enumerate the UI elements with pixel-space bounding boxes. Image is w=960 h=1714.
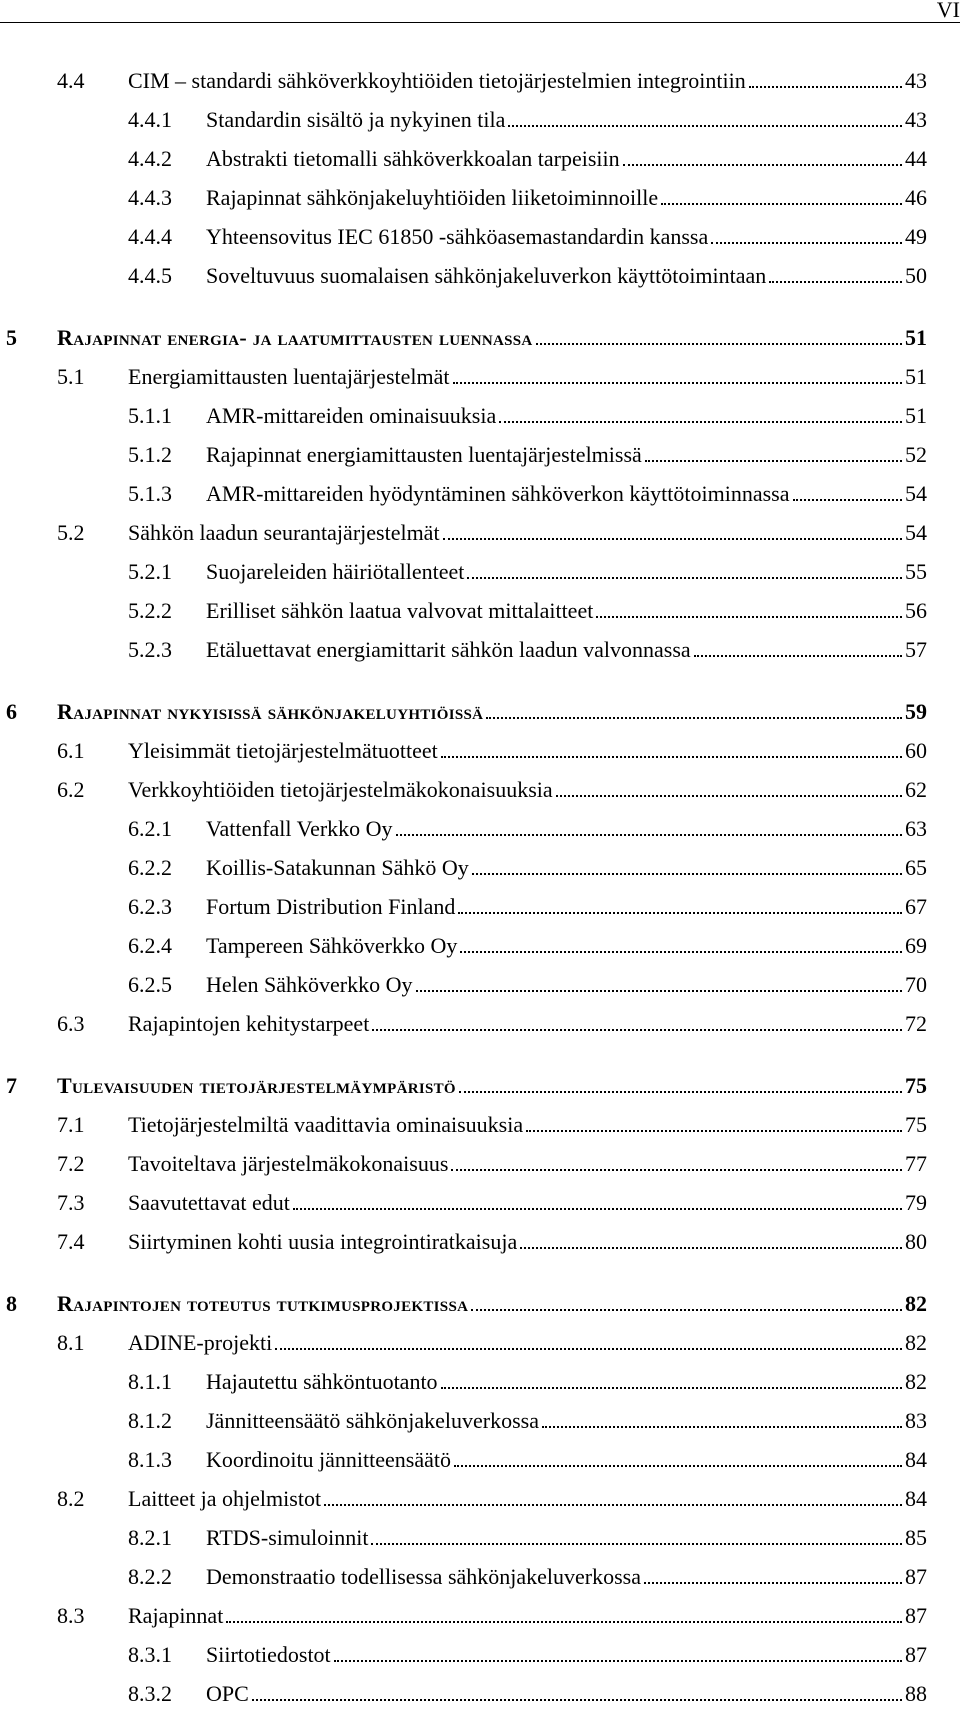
toc-entry-title: Tulevaisuuden tietojärjestelmäympäristö	[57, 1073, 456, 1098]
toc-entry[interactable]	[0, 1223, 927, 1262]
toc-leader-dots	[459, 1091, 902, 1093]
toc-entry-number: 4.4	[57, 68, 85, 93]
toc-entry-number: 5.2.2	[128, 598, 172, 623]
toc-entry-title: Tampereen Sähköverkko Oy	[206, 933, 458, 958]
toc-entry-page: 83	[905, 1408, 927, 1433]
toc-entry-number: 6.2.2	[128, 855, 172, 880]
toc-entry-number: 7	[6, 1073, 17, 1098]
toc-leader-dots	[536, 343, 902, 345]
toc-leader-dots	[252, 1699, 902, 1701]
toc-entry-page: 52	[905, 442, 927, 467]
toc-entry-title: Rajapinnat energiamittausten luentajärjestelmissä	[206, 442, 642, 467]
toc-entry[interactable]	[0, 1558, 927, 1597]
toc-entry-page: 67	[905, 894, 927, 919]
toc-entry-number: 5	[6, 325, 17, 350]
toc-entry-page: 62	[905, 777, 927, 802]
toc-entry-page: 87	[905, 1642, 927, 1667]
toc-entry-page: 51	[905, 364, 927, 389]
toc-entry[interactable]	[0, 849, 927, 888]
toc-entry-page: 50	[905, 263, 927, 288]
toc-entry-title: Erilliset sähkön laatua valvovat mittalaitteet	[206, 598, 594, 623]
toc-entry[interactable]	[0, 732, 927, 771]
toc-leader-dots	[486, 717, 902, 719]
toc-entry-title: Soveltuvuus suomalaisen sähkönjakeluverkon käyttötoimintaan	[206, 263, 767, 288]
toc-leader-dots	[645, 460, 902, 462]
toc-entry-page: 43	[905, 107, 927, 132]
toc-entry[interactable]	[0, 514, 927, 553]
toc-entry-page: 44	[905, 146, 927, 171]
toc-entry[interactable]	[0, 888, 927, 927]
toc-leader-dots	[441, 1387, 902, 1389]
toc-entry-number: 4.4.5	[128, 263, 172, 288]
header-rule	[0, 22, 960, 23]
toc-entry-number: 8.1.1	[128, 1369, 172, 1394]
toc-entry-title: Rajapintojen toteutus tutkimusprojektissa	[57, 1291, 469, 1316]
toc-entry[interactable]	[0, 1636, 927, 1675]
toc-entry-title: AMR-mittareiden hyödyntäminen sähköverkon käyttötoiminnassa	[206, 481, 790, 506]
page-number: VI	[936, 0, 960, 22]
toc-entry-title: Hajautettu sähköntuotanto	[206, 1369, 438, 1394]
toc-entry-page: 75	[905, 1112, 927, 1137]
toc-entry[interactable]	[0, 771, 927, 810]
toc-entry-number: 8.1.3	[128, 1447, 172, 1472]
toc-entry[interactable]	[0, 101, 927, 140]
toc-entry-page: 84	[905, 1486, 927, 1511]
toc-entry-number: 5.1.2	[128, 442, 172, 467]
toc-entry-title: Energiamittausten luentajärjestelmät	[128, 364, 450, 389]
toc-entry[interactable]	[0, 1184, 927, 1223]
toc-leader-dots	[441, 756, 902, 758]
toc-entry-page: 56	[905, 598, 927, 623]
toc-entry-number: 4.4.3	[128, 185, 172, 210]
toc-entry-number: 6	[6, 699, 17, 724]
toc-entry[interactable]	[0, 1480, 927, 1519]
toc-entry-title: Demonstraatio todellisessa sähkönjakeluverkossa	[206, 1564, 642, 1589]
toc-entry-number: 5.2.3	[128, 637, 172, 662]
toc-entry-title: Jännitteensäätö sähkönjakeluverkossa	[206, 1408, 539, 1433]
toc-leader-dots	[769, 281, 902, 283]
toc-entry[interactable]	[0, 257, 927, 296]
toc-entry-title: Saavutettavat edut	[128, 1190, 290, 1215]
toc-leader-dots	[443, 538, 902, 540]
toc-entry-page: 54	[905, 481, 927, 506]
toc-entry-page: 63	[905, 816, 927, 841]
toc-entry-title: ADINE-projekti	[128, 1330, 273, 1355]
toc-entry-number: 5.2.1	[128, 559, 172, 584]
toc-leader-dots	[396, 834, 902, 836]
table-of-contents	[0, 62, 927, 1714]
toc-entry-title: Yhteensovitus IEC 61850 -sähköasemastandardin kanssa	[206, 224, 709, 249]
toc-entry-number: 4.4.4	[128, 224, 172, 249]
toc-leader-dots	[226, 1621, 902, 1623]
toc-leader-dots	[451, 1169, 902, 1171]
toc-leader-dots	[453, 382, 902, 384]
toc-entry-title: Rajapinnat energia- ja laatumittausten luennassa	[57, 325, 533, 350]
toc-leader-dots	[694, 655, 902, 657]
toc-entry-title: Etäluettavat energiamittarit sähkön laadun valvonnassa	[206, 637, 691, 662]
toc-entry-title: OPC	[206, 1681, 249, 1706]
toc-entry-title: Rajapinnat sähkönjakeluyhtiöiden liiketoiminnoille	[206, 185, 659, 210]
toc-entry[interactable]	[0, 475, 927, 514]
toc-entry[interactable]	[0, 670, 927, 732]
toc-entry-number: 8.2	[57, 1486, 85, 1511]
toc-leader-dots	[623, 164, 902, 166]
toc-entry[interactable]	[0, 1145, 927, 1184]
toc-entry-page: 65	[905, 855, 927, 880]
toc-entry[interactable]	[0, 296, 927, 358]
toc-entry-page: 49	[905, 224, 927, 249]
toc-entry[interactable]	[0, 140, 927, 179]
toc-entry-title: AMR-mittareiden ominaisuuksia	[206, 403, 497, 428]
toc-entry-title: Tietojärjestelmiltä vaadittavia ominaisuuksia	[128, 1112, 524, 1137]
toc-entry-number: 6.2.3	[128, 894, 172, 919]
toc-entry[interactable]	[0, 966, 927, 1005]
toc-entry[interactable]	[0, 1597, 927, 1636]
toc-leader-dots	[644, 1582, 902, 1584]
toc-leader-dots	[416, 990, 902, 992]
toc-entry-page: 72	[905, 1011, 927, 1036]
toc-entry[interactable]	[0, 1675, 927, 1714]
toc-entry[interactable]	[0, 1005, 927, 1044]
toc-entry-page: 80	[905, 1229, 927, 1254]
toc-leader-dots	[499, 421, 902, 423]
toc-entry-title: Tavoiteltava järjestelmäkokonaisuus	[128, 1151, 449, 1176]
toc-entry-number: 6.2.4	[128, 933, 172, 958]
toc-entry-number: 8.1.2	[128, 1408, 172, 1433]
toc-entry-page: 84	[905, 1447, 927, 1472]
toc-leader-dots	[711, 242, 902, 244]
toc-entry-page: 77	[905, 1151, 927, 1176]
toc-leader-dots	[324, 1504, 902, 1506]
toc-entry-title: Standardin sisältö ja nykyinen tila	[206, 107, 506, 132]
toc-entry-number: 5.2	[57, 520, 85, 545]
toc-entry[interactable]	[0, 592, 927, 631]
toc-entry[interactable]	[0, 179, 927, 218]
toc-leader-dots	[793, 499, 902, 501]
toc-entry-page: 46	[905, 185, 927, 210]
toc-leader-dots	[454, 1465, 902, 1467]
toc-entry-page: 79	[905, 1190, 927, 1215]
toc-entry-title: RTDS-simuloinnit	[206, 1525, 369, 1550]
toc-entry-page: 43	[905, 68, 927, 93]
toc-entry-number: 5.1	[57, 364, 85, 389]
toc-entry-number: 4.4.1	[128, 107, 172, 132]
toc-entry-number: 7.2	[57, 1151, 85, 1176]
toc-leader-dots	[458, 912, 902, 914]
toc-entry[interactable]	[0, 1324, 927, 1363]
toc-entry-page: 55	[905, 559, 927, 584]
toc-entry-number: 8	[6, 1291, 17, 1316]
toc-leader-dots	[372, 1029, 902, 1031]
toc-entry[interactable]	[0, 397, 927, 436]
toc-entry-page: 82	[905, 1369, 927, 1394]
toc-entry-number: 6.2	[57, 777, 85, 802]
toc-leader-dots	[749, 86, 902, 88]
toc-entry-title: Yleisimmät tietojärjestelmätuotteet	[128, 738, 438, 763]
toc-leader-dots	[542, 1426, 902, 1428]
toc-entry-page: 70	[905, 972, 927, 997]
toc-entry-number: 4.4.2	[128, 146, 172, 171]
toc-entry[interactable]	[0, 358, 927, 397]
toc-entry-title: Vattenfall Verkko Oy	[206, 816, 393, 841]
toc-entry[interactable]	[0, 553, 927, 592]
toc-entry-title: Fortum Distribution Finland	[206, 894, 456, 919]
toc-entry[interactable]	[0, 436, 927, 475]
toc-entry[interactable]	[0, 1044, 927, 1106]
toc-entry-title: Abstrakti tietomalli sähköverkkoalan tarpeisiin	[206, 146, 620, 171]
toc-entry-page: 82	[905, 1291, 927, 1316]
toc-entry-number: 5.1.1	[128, 403, 172, 428]
toc-entry-number: 6.2.1	[128, 816, 172, 841]
toc-entry-number: 8.2.1	[128, 1525, 172, 1550]
toc-entry-title: Rajapinnat	[128, 1603, 224, 1628]
toc-entry-number: 6.1	[57, 738, 85, 763]
toc-entry[interactable]	[0, 62, 927, 101]
toc-leader-dots	[556, 795, 902, 797]
toc-entry[interactable]	[0, 1519, 927, 1558]
toc-entry-title: Rajapintojen kehitystarpeet	[128, 1011, 370, 1036]
toc-entry-page: 69	[905, 933, 927, 958]
toc-leader-dots	[334, 1660, 902, 1662]
toc-entry[interactable]	[0, 1106, 927, 1145]
toc-entry-page: 75	[905, 1073, 927, 1098]
toc-entry-title: CIM – standardi sähköverkkoyhtiöiden tietojärjestelmien integrointiin	[128, 68, 746, 93]
toc-entry-page: 82	[905, 1330, 927, 1355]
toc-entry-title: Suojareleiden häiriötallenteet	[206, 559, 465, 584]
toc-entry-page: 54	[905, 520, 927, 545]
toc-leader-dots	[596, 616, 902, 618]
toc-leader-dots	[526, 1130, 902, 1132]
toc-entry-page: 60	[905, 738, 927, 763]
toc-entry[interactable]	[0, 1363, 927, 1402]
toc-entry-title: Sähkön laadun seurantajärjestelmät	[128, 520, 440, 545]
toc-entry[interactable]	[0, 927, 927, 966]
toc-leader-dots	[460, 951, 902, 953]
toc-leader-dots	[467, 577, 902, 579]
toc-entry[interactable]	[0, 1262, 927, 1324]
toc-entry-title: Siirtyminen kohti uusia integrointiratkaisuja	[128, 1229, 518, 1254]
toc-leader-dots	[293, 1208, 902, 1210]
toc-entry-page: 87	[905, 1603, 927, 1628]
toc-leader-dots	[472, 873, 902, 875]
toc-entry-page: 51	[905, 325, 927, 350]
toc-entry[interactable]	[0, 810, 927, 849]
toc-entry-number: 5.1.3	[128, 481, 172, 506]
toc-entry-number: 7.4	[57, 1229, 85, 1254]
toc-entry-number: 6.2.5	[128, 972, 172, 997]
toc-entry-page: 51	[905, 403, 927, 428]
toc-entry[interactable]	[0, 1402, 927, 1441]
toc-leader-dots	[275, 1348, 902, 1350]
toc-entry-number: 8.2.2	[128, 1564, 172, 1589]
toc-entry-number: 8.3	[57, 1603, 85, 1628]
toc-entry-title: Laitteet ja ohjelmistot	[128, 1486, 322, 1511]
toc-entry-page: 85	[905, 1525, 927, 1550]
toc-entry-title: Siirtotiedostot	[206, 1642, 331, 1667]
toc-entry-number: 8.3.1	[128, 1642, 172, 1667]
toc-leader-dots	[371, 1543, 902, 1545]
toc-entry[interactable]	[0, 218, 927, 257]
toc-entry-number: 7.3	[57, 1190, 85, 1215]
toc-leader-dots	[520, 1247, 902, 1249]
toc-entry-title: Rajapinnat nykyisissä sähkönjakeluyhtiöissä	[57, 699, 484, 724]
toc-entry-number: 8.3.2	[128, 1681, 172, 1706]
toc-entry[interactable]	[0, 631, 927, 670]
toc-leader-dots	[661, 203, 902, 205]
toc-entry-page: 88	[905, 1681, 927, 1706]
toc-entry-page: 87	[905, 1564, 927, 1589]
toc-leader-dots	[471, 1309, 902, 1311]
toc-entry-number: 8.1	[57, 1330, 85, 1355]
toc-entry-number: 6.3	[57, 1011, 85, 1036]
toc-entry-title: Helen Sähköverkko Oy	[206, 972, 413, 997]
toc-entry-number: 7.1	[57, 1112, 85, 1137]
toc-entry-page: 57	[905, 637, 927, 662]
toc-entry-page: 59	[905, 699, 927, 724]
toc-entry-title: Koordinoitu jännitteensäätö	[206, 1447, 451, 1472]
toc-entry[interactable]	[0, 1441, 927, 1480]
toc-leader-dots	[508, 125, 902, 127]
toc-entry-title: Koillis-Satakunnan Sähkö Oy	[206, 855, 469, 880]
toc-entry-title: Verkkoyhtiöiden tietojärjestelmäkokonaisuuksia	[128, 777, 553, 802]
